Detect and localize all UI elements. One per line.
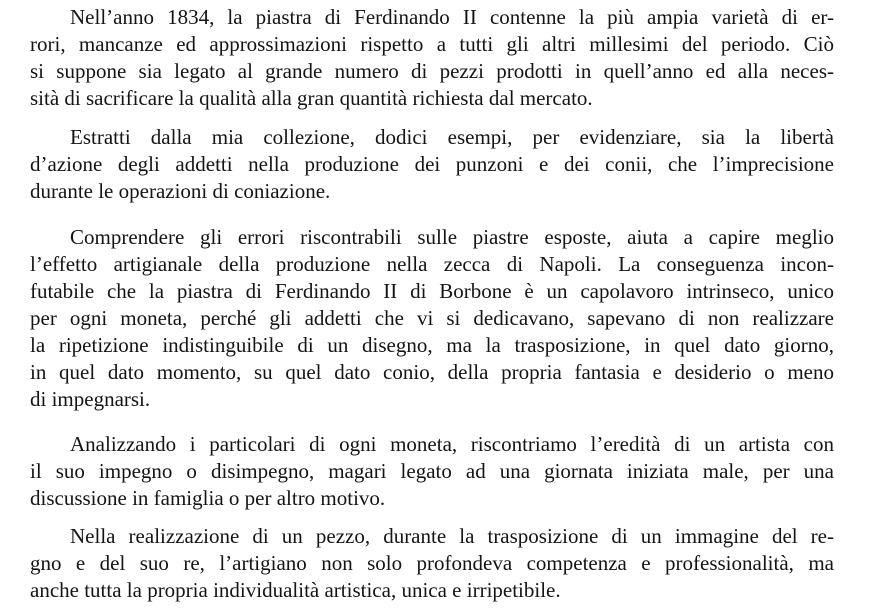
- text-line: Estratti dalla mia collezione, dodici esempi, per evidenziare, sia la libertà: [70, 125, 834, 149]
- text-line: in quel dato momento, su quel dato conio, della propria fantasia e desiderio o meno: [30, 360, 834, 384]
- text-line: Nell’anno 1834, la piastra di Ferdinando II contenne la più ampia varietà di er-: [70, 5, 834, 29]
- text-line: il suo impegno o disimpegno, magari legato ad una giornata iniziata male, per una: [30, 459, 834, 483]
- paragraph-3: [30, 224, 834, 413]
- text-line: gno e del suo re, l’artigiano non solo profondeva competenza e professionalità, ma: [30, 551, 834, 575]
- text-line: Nella realizzazione di un pezzo, durante la trasposizione di un immagine del re-: [70, 524, 834, 548]
- text-line: durante le operazioni di coniazione.: [30, 179, 331, 203]
- text-line: la ripetizione indistinguibile di un disegno, ma la trasposizione, in quel dato giorno,: [30, 333, 834, 357]
- text-line: l’effetto artigianale della produzione nella zecca di Napoli. La conseguenza incon-: [30, 252, 834, 276]
- paragraph-5: [30, 523, 834, 604]
- text-line: d’azione degli addetti nella produzione dei punzoni e dei conii, che l’imprecisione: [30, 152, 834, 176]
- text-line: anche tutta la propria individualità artistica, unica e irripetibile.: [30, 578, 561, 602]
- text-line: si suppone sia legato al grande numero di pezzi prodotti in quell’anno ed alla neces-: [30, 59, 834, 83]
- text-line: Analizzando i particolari di ogni moneta, riscontriamo l’eredità di un artista con: [70, 432, 834, 456]
- text-line: di impegnarsi.: [30, 387, 151, 411]
- paragraph-1: [30, 4, 834, 112]
- paragraph-2: [30, 124, 834, 205]
- text-line: rori, mancanze ed approssimazioni rispetto a tutti gli altri millesimi del periodo. Ciò: [30, 32, 834, 56]
- text-line: sità di sacrificare la qualità alla gran quantità richiesta dal mercato.: [30, 86, 593, 110]
- text-line: discussione in famiglia o per altro motivo.: [30, 486, 386, 510]
- text-line: per ogni moneta, perché gli addetti che vi si dedicavano, sapevano di non realizzare: [30, 306, 834, 330]
- text-line: Comprendere gli errori riscontrabili sulle piastre esposte, aiuta a capire meglio: [70, 225, 834, 249]
- paragraph-4: [30, 431, 834, 512]
- text-line: futabile che la piastra di Ferdinando II di Borbone è un capolavoro intrinseco, unico: [30, 279, 834, 303]
